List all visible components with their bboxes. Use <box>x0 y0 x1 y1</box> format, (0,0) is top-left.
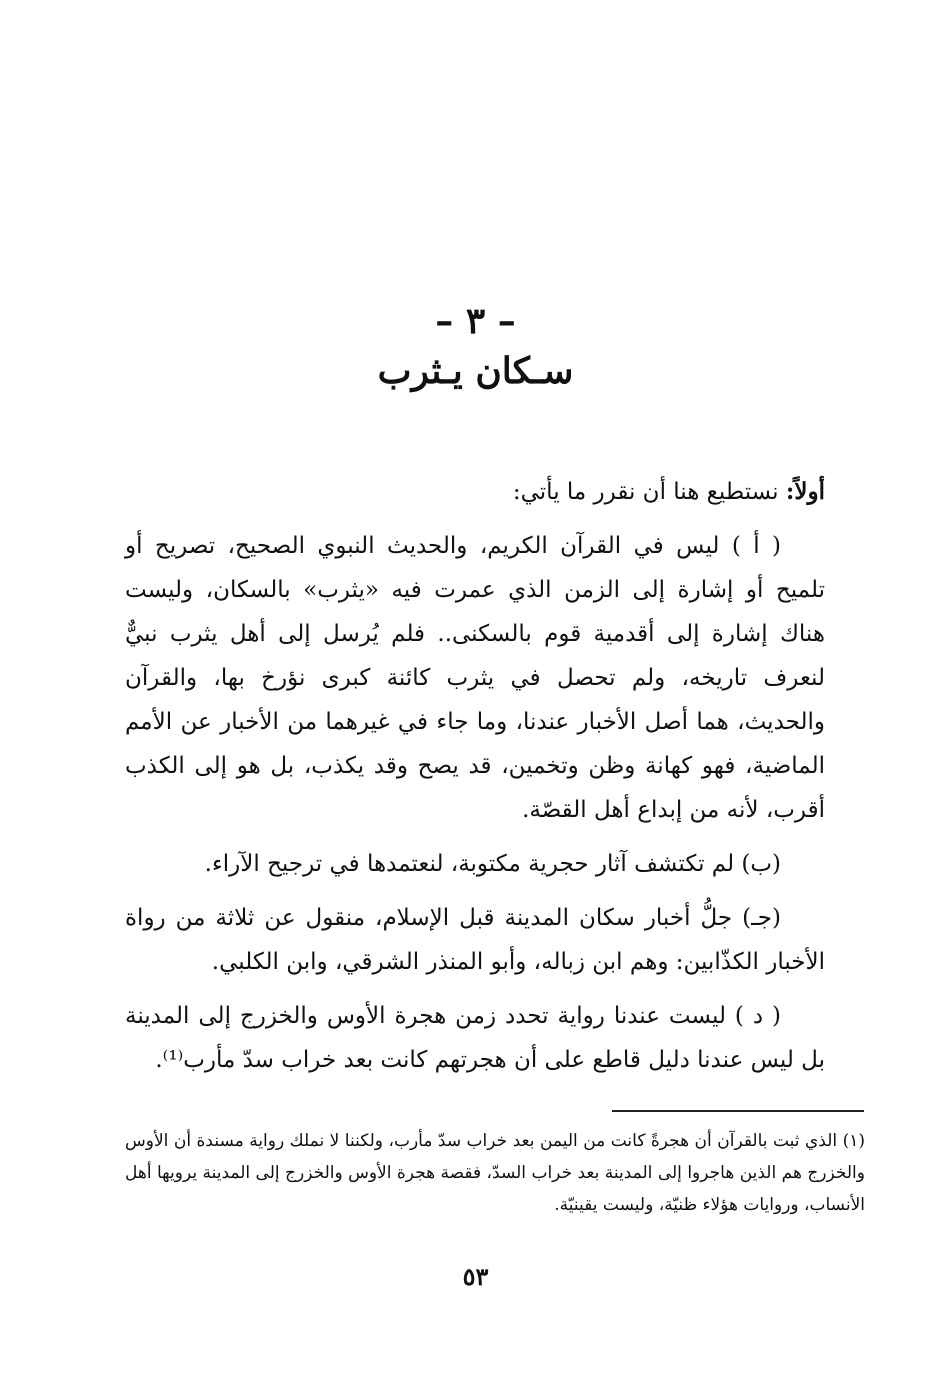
intro-line <box>125 470 825 514</box>
intro-text: نستطيع هنا أن نقرر ما يأتي: <box>512 479 786 505</box>
paragraph-a: ( أ ) ليس في القرآن الكريم، والحديث النبوي الصحيح، تصريح أو تلميح أو إشارة إلى الزمن الذي عمرت فيه «يثرب» بالسكان، وليست هناك إشارة إلى أقدمية قوم بالسكنى.. فلم يُرسل إلى أهل يثرب نبيٌّ لنعرف تاريخه، ولم تحصل في يثرب كائنة كبرى نؤرخ بها، والقرآن والحديث، هما أصل الأخبار عندنا، وما جاء في غيرهما من الأخبار عن الأمم الماضية، فهو كهانة وظن وتخمين، قد يصح وقد يكذب، بل هو إلى الكذب أقرب، لأنه من إبداع أهل القصّة. <box>125 533 825 823</box>
chapter-title: سـكان يـثرب <box>377 350 574 392</box>
paragraph-d: ( د ) ليست عندنا رواية تحدد زمن هجرة الأوس والخزرج إلى المدينة بل ليس عندنا دليل قاطع على أن هجرتهم كانت بعد خراب سدّ مأرب⁽¹⁾. <box>125 1003 825 1073</box>
page-number: ٥٣ <box>462 1262 489 1291</box>
body-text <box>125 470 825 1092</box>
chapter-number: – ٣ – <box>435 300 516 342</box>
footnote: (١) الذي ثبت بالقرآن أن هجرةً كانت من اليمن بعد خراب سدّ مأرب، ولكننا لا نملك رواية مسندة أن الأوس والخزرج هم الذين هاجروا إلى المدينة بعد خراب السدّ، فقصة هجرة الأوس والخزرج إلى المدينة يرويها أهل الأنساب، وروايات هؤلاء ظنيّة، وليست يقينيّة. <box>125 1131 865 1215</box>
footnote-separator <box>612 1110 864 1112</box>
intro-lead: أولاً: <box>785 478 825 505</box>
paragraph-c: (جـ) جلُّ أخبار سكان المدينة قبل الإسلام، منقول عن ثلاثة من رواة الأخبار الكذّابين: وهم ابن زباله، وأبو المنذر الشرقي، وابن الكلبي. <box>125 905 825 975</box>
paragraph-b: (ب) لم تكتشف آثار حجرية مكتوبة، لنعتمدها في ترجيح الآراء. <box>204 851 781 877</box>
